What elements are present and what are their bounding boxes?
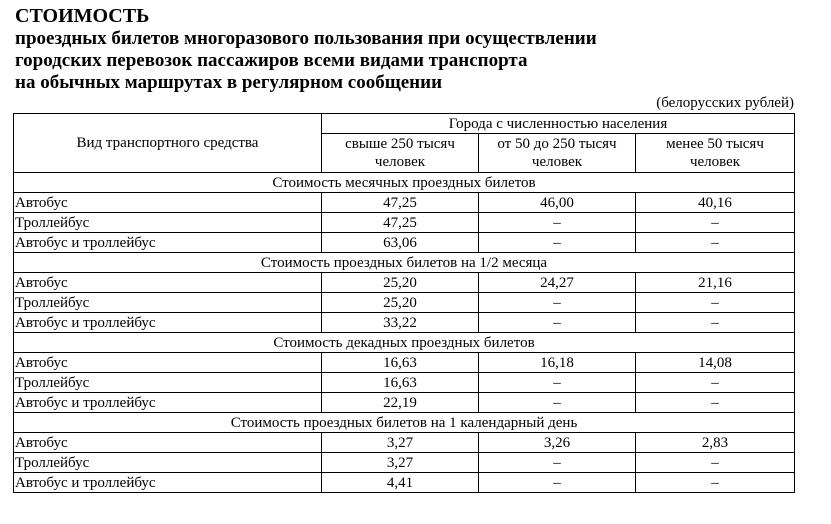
cell-under-50k: – <box>636 293 795 313</box>
cell-over-250k: 22,19 <box>322 393 479 413</box>
title-line-2: городских перевозок пассажиров всеми видами транспорта <box>15 50 528 71</box>
table-row <box>14 373 795 393</box>
cell-over-250k: 4,41 <box>322 473 479 493</box>
cell-over-250k: 33,22 <box>322 313 479 333</box>
cell-over-250k: 25,20 <box>322 273 479 293</box>
cell-50k-to-250k: 46,00 <box>479 193 636 213</box>
cell-50k-to-250k: – <box>479 393 636 413</box>
cell-over-250k: 3,27 <box>322 433 479 453</box>
table-row <box>14 433 795 453</box>
cell-50k-to-250k: 16,18 <box>479 353 636 373</box>
fares-table-body <box>14 173 795 493</box>
cell-under-50k: – <box>636 373 795 393</box>
title-line-3: на обычных маршрутах в регулярном сообщении <box>15 72 443 93</box>
cell-50k-to-250k: – <box>479 473 636 493</box>
cell-50k-to-250k: 24,27 <box>479 273 636 293</box>
cell-over-250k: 63,06 <box>322 233 479 253</box>
table-row <box>14 353 795 373</box>
fares-table-header <box>14 114 795 173</box>
cell-under-50k: – <box>636 233 795 253</box>
header-under-50k <box>636 134 795 173</box>
cell-under-50k: – <box>636 213 795 233</box>
cell-under-50k: – <box>636 313 795 333</box>
header-50k-to-250k-line1: от 50 до 250 тысяч <box>497 136 617 152</box>
table-row <box>14 293 795 313</box>
header-transport-type: Вид транспортного средства <box>14 114 322 173</box>
header-over-250k-line1: свыше 250 тысяч <box>345 136 455 152</box>
table-row <box>14 273 795 293</box>
fares-table <box>13 113 795 493</box>
row-transport-name: Автобус <box>14 353 322 373</box>
row-transport-name: Троллейбус <box>14 373 322 393</box>
section-title-monthly: Стоимость месячных проездных билетов <box>14 173 795 193</box>
cell-over-250k: 47,25 <box>322 213 479 233</box>
cell-50k-to-250k: – <box>479 373 636 393</box>
section-title-one-day: Стоимость проездных билетов на 1 календарный день <box>14 413 795 433</box>
table-row <box>14 393 795 413</box>
cell-over-250k: 47,25 <box>322 193 479 213</box>
section-title-ten-day: Стоимость декадных проездных билетов <box>14 333 795 353</box>
cell-under-50k: 21,16 <box>636 273 795 293</box>
row-transport-name: Автобус и троллейбус <box>14 393 322 413</box>
table-row <box>14 193 795 213</box>
cell-over-250k: 16,63 <box>322 373 479 393</box>
header-50k-to-250k-line2: человек <box>531 154 583 170</box>
cell-50k-to-250k: 3,26 <box>479 433 636 453</box>
row-transport-name: Автобус и троллейбус <box>14 473 322 493</box>
cell-under-50k: 14,08 <box>636 353 795 373</box>
cell-under-50k: – <box>636 393 795 413</box>
row-transport-name: Троллейбус <box>14 213 322 233</box>
row-transport-name: Автобус <box>14 273 322 293</box>
header-under-50k-line2: человек <box>689 154 741 170</box>
cell-50k-to-250k: – <box>479 293 636 313</box>
cell-over-250k: 25,20 <box>322 293 479 313</box>
table-row <box>14 213 795 233</box>
row-transport-name: Автобус и троллейбус <box>14 233 322 253</box>
row-transport-name: Троллейбус <box>14 293 322 313</box>
cell-50k-to-250k: – <box>479 233 636 253</box>
table-row <box>14 453 795 473</box>
table-row <box>14 473 795 493</box>
row-transport-name: Автобус и троллейбус <box>14 313 322 333</box>
cell-50k-to-250k: – <box>479 313 636 333</box>
title-line-1: проездных билетов многоразового пользования при осуществлении <box>15 28 597 49</box>
cell-under-50k: – <box>636 453 795 473</box>
header-50k-to-250k <box>479 134 636 173</box>
cell-50k-to-250k: – <box>479 453 636 473</box>
header-under-50k-line1: менее 50 тысяч <box>666 136 764 152</box>
header-city-population: Города с численностью населения <box>322 114 795 134</box>
row-transport-name: Автобус <box>14 433 322 453</box>
header-over-250k-line2: человек <box>374 154 426 170</box>
table-row <box>14 313 795 333</box>
header-over-250k <box>322 134 479 173</box>
currency-units-note: (белорусских рублей) <box>656 95 794 111</box>
table-row <box>14 233 795 253</box>
cell-under-50k: 2,83 <box>636 433 795 453</box>
cell-under-50k: – <box>636 473 795 493</box>
row-transport-name: Автобус <box>14 193 322 213</box>
cell-over-250k: 3,27 <box>322 453 479 473</box>
row-transport-name: Троллейбус <box>14 453 322 473</box>
cell-over-250k: 16,63 <box>322 353 479 373</box>
cell-50k-to-250k: – <box>479 213 636 233</box>
title-main: СТОИМОСТЬ <box>15 5 150 27</box>
section-title-half-month: Стоимость проездных билетов на 1/2 месяца <box>14 253 795 273</box>
cell-under-50k: 40,16 <box>636 193 795 213</box>
document-title <box>15 4 597 94</box>
